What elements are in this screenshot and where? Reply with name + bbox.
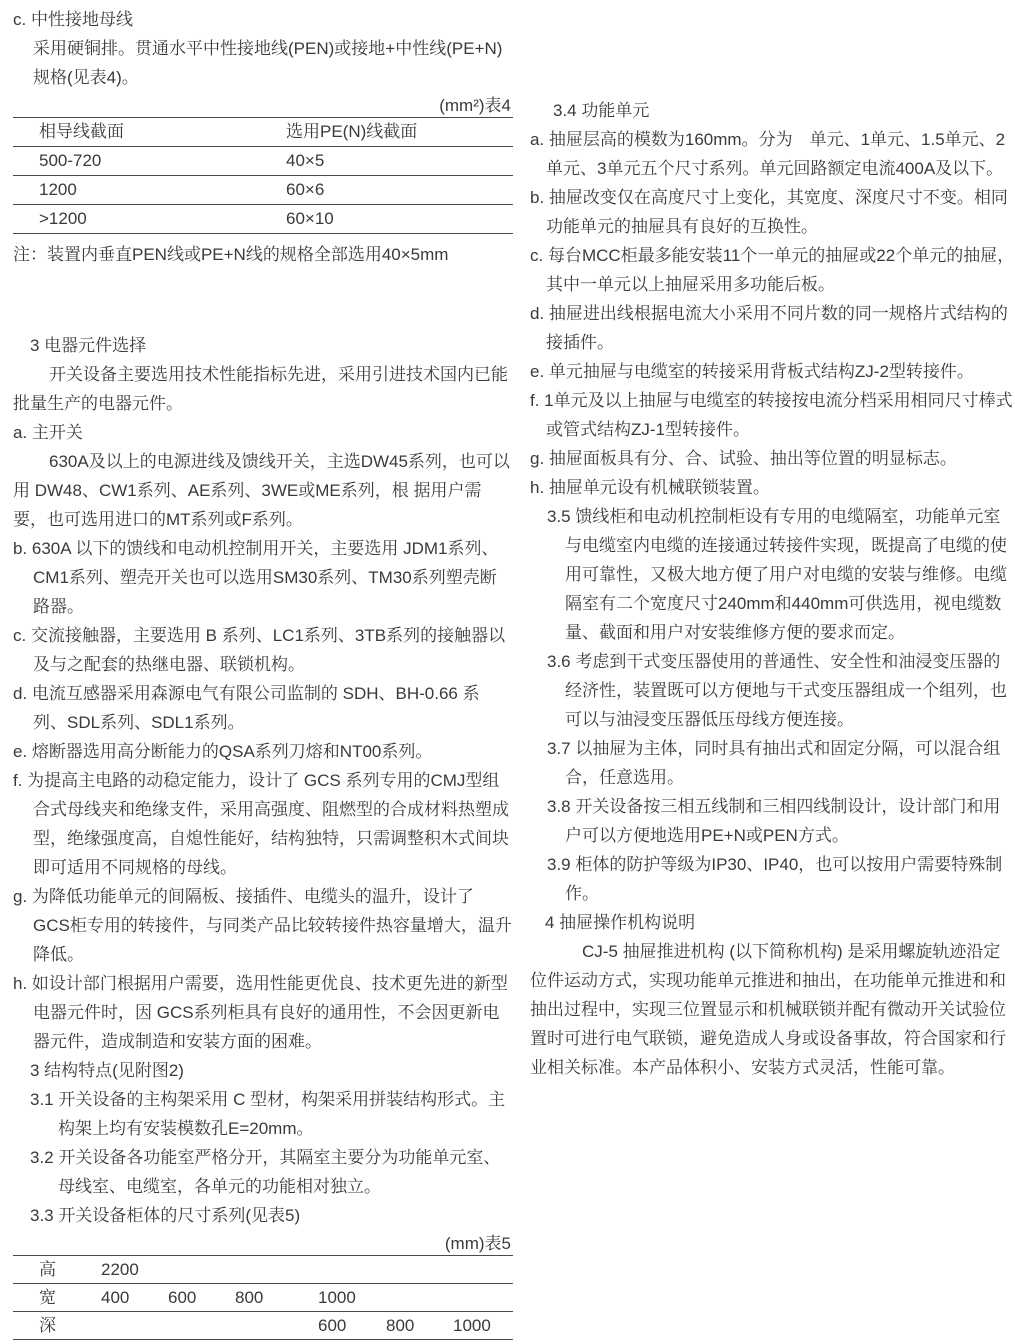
table5-cell (101, 1312, 168, 1339)
table5-cell (168, 1312, 235, 1339)
table4-row (13, 175, 513, 204)
clause-3-2: 3.2 开关设备各功能室严格分开，其隔室主要分为功能单元室、母线室、电缆室，各单元的功能相对独立。 (30, 1148, 501, 1196)
table5-cell (386, 1256, 453, 1283)
table4-header-pen: 选用PE(N)线截面 (286, 122, 418, 141)
paragraph: 开关设备主要选用技术性能指标先进，采用引进技术国内已能批量生产的电器元件。 (13, 365, 508, 413)
item-g-panel-marks: g. 抽屉面板具有分、合、试验、抽出等位置的明显标志。 (530, 449, 957, 468)
clause-3-3: 3.3 开关设备柜体的尺寸系列(见表5) (30, 1206, 301, 1225)
left-column (13, 0, 513, 1340)
right-column (530, 0, 1015, 1082)
table4-header-row (13, 118, 513, 146)
item-a-main-switch: a. 主开关 (13, 423, 83, 442)
item-c-body: 采用硬铜排。贯通水平中性接地线(PEN)或接地+中性线(PE+N)规格(见表4)。 (33, 39, 503, 87)
item-c-neutral-busbar: c. 中性接地母线 (13, 10, 133, 29)
item-d: d. 电流互感器采用森源电气有限公司监制的 SDH、BH-0.66 系列、SDL系列、SDL1系列。 (13, 684, 480, 732)
table4-cell: >1200 (39, 209, 87, 228)
table5-cell: 1000 (318, 1288, 356, 1307)
table5-cell (235, 1312, 318, 1339)
section-3-4-functional-unit: 3.4 功能单元 (553, 101, 650, 120)
item-f: f. 为提高主电路的动稳定能力，设计了 GCS 系列专用的CMJ型组合式母线夹和绝缘支件，采用高强度、阻燃型的合成材料热塑成型，绝缘强度高，自熄性能好，结构独特，只需调整积木式间块即可适用不同规格的母线。 (13, 771, 509, 877)
table5-row-label: 宽 (39, 1288, 56, 1307)
table4 (13, 117, 513, 234)
clause-3-7: 3.7 以抽屉为主体，同时具有抽出式和固定分隔，可以混合组合，任意选用。 (547, 739, 1001, 787)
table5-row-depth (13, 1311, 513, 1339)
table5-row-label: 高 (39, 1260, 56, 1279)
item-e-zj2-adapter: e. 单元抽屉与电缆室的转接采用背板式结构ZJ-2型转接件。 (530, 362, 974, 381)
section-4-drawer-mechanism: 4 抽屉操作机构说明 (545, 913, 696, 932)
item-g: g. 为降低功能单元的间隔板、接插件、电缆头的温升，设计了 GCS柜专用的转接件，与同类产品比较转接件热容量增大，温升降低。 (13, 887, 512, 964)
table5-cell (168, 1256, 235, 1283)
table5-cell: 1000 (453, 1316, 491, 1335)
clause-3-9: 3.9 柜体的防护等级为IP30、IP40，也可以按用户需要特殊制作。 (547, 855, 1003, 903)
clause-3-1: 3.1 开关设备的主构架采用 C 型材，构架采用拼装结构形式。主构架上均有安装模数孔E=20mm。 (30, 1090, 506, 1138)
table5-caption: (mm)表5 (444, 1234, 511, 1253)
table5-cell (386, 1284, 453, 1311)
item-a-drawer-module: a. 抽屉层高的模数为160mm。分为 单元、1单元、1.5单元、2单元、3单元五个尺寸系列。单元回路额定电流400A及以下。 (530, 130, 1006, 178)
table4-caption: (mm²)表4 (439, 96, 511, 115)
table5-cell (453, 1256, 513, 1283)
table4-row (13, 146, 513, 175)
table5 (13, 1255, 513, 1340)
table4-cell: 1200 (39, 180, 77, 199)
item-d-connectors: d. 抽屉进出线根据电流大小采用不同片数的同一规格片式结构的接插件。 (530, 304, 1008, 352)
item-f-zj1-adapter: f. 1单元及以上抽屉与电缆室的转接按电流分档采用相同尺寸棒式或管式结构ZJ-1型转接件。 (530, 391, 1013, 439)
table4-header-phase: 相导线截面 (39, 122, 124, 141)
item-b-drawer-size: b. 抽屉改变仅在高度尺寸上变化，其宽度、深度尺寸不变。相同功能单元的抽屉具有良好的互换性。 (530, 188, 1008, 236)
table5-cell: 600 (318, 1316, 347, 1335)
item-c-contactor: c. 交流接触器，主要选用 B 系列、LC1系列、3TB系列的接触器以及与之配套的热继电器、联锁机构。 (13, 626, 506, 674)
item-h-interlock: h. 抽屉单元设有机械联锁装置。 (530, 478, 770, 497)
table4-cell: 60×6 (286, 180, 325, 199)
table5-cell: 400 (101, 1288, 130, 1307)
item-c-mcc-capacity: c. 每台MCC柜最多能安装11个一单元的抽屉或22个单元的抽屉，其中一单元以上抽屉采用多功能后板。 (530, 246, 1015, 294)
table5-cell (453, 1284, 513, 1311)
table5-cell: 600 (168, 1288, 197, 1307)
item-b: b. 630A 以下的馈线和电动机控制用开关，主要选用 JDM1系列、CM1系列、塑壳开关也可以选用SM30系列、TM30系列塑壳断路器。 (13, 539, 499, 616)
item-e: e. 熔断器选用高分断能力的QSA系列刀熔和NT00系列。 (13, 742, 433, 761)
paragraph-cj5: CJ-5 抽屉推进机构 (以下简称机构) 是采用螺旋轨迹沿定位件运动方式，实现功能单元推进和抽出，在功能单元推进和和抽出过程中，实现三位置显示和机械联锁并配有微动开关试验位置时可进行电气联锁，避免造成人身或设备事故，符合国家和行业相关标准。本产品体积小、安装方式灵活，性能可靠。 (530, 942, 1006, 1077)
table5-cell: 2200 (101, 1260, 139, 1279)
section-3-structure: 3 结构特点(见附图2) (30, 1061, 184, 1080)
table5-row-width (13, 1283, 513, 1311)
paragraph: 630A及以上的电源进线及馈线开关，主选DW45系列，也可以用 DW48、CW1系列、AE系列、3WE或ME系列，根 据用户需要，也可选用进口的MT系列或F系列。 (13, 452, 510, 529)
table5-cell: 800 (386, 1316, 415, 1335)
clause-3-8: 3.8 开关设备按三相五线制和三相四线制设计，设计部门和用户可以方便地选用PE+N或PEN方式。 (547, 797, 1001, 845)
table5-cell (235, 1256, 318, 1283)
clause-3-5: 3.5 馈线柜和电动机控制柜设有专用的电缆隔室，功能单元室与电缆室内电缆的连接通过转接件实现，既提高了电缆的使用可靠性，又极大地方便了用户对电缆的安装与维修。电缆隔室有二个宽度尺寸240mm和440mm可供选用，视电缆数量、截面和用户对安装维修方便的要求而定。 (547, 507, 1007, 642)
table4-row (13, 204, 513, 233)
table5-row-height (13, 1256, 513, 1283)
table5-cell (318, 1256, 386, 1283)
clause-3-6: 3.6 考虑到干式变压器使用的普通性、安全性和油浸变压器的经济性，装置既可以方便地与干式变压器组成一个组列，也可以与油浸变压器低压母线方便连接。 (547, 652, 1007, 729)
section-3-components: 3 电器元件选择 (30, 336, 147, 355)
item-h: h. 如设计部门根据用户需要，选用性能更优良、技术更先进的新型电器元件时，因 GCS系列柜具有良好的通用性，不会因更新电器元件，造成制造和安装方面的困难。 (13, 974, 508, 1051)
table5-cell: 800 (235, 1288, 264, 1307)
table4-cell: 40×5 (286, 151, 325, 170)
table4-cell: 60×10 (286, 209, 334, 228)
table4-cell: 500-720 (39, 151, 102, 170)
table4-note: 注：装置内垂直PEN线或PE+N线的规格全部选用40×5mm (13, 245, 449, 264)
table5-row-label: 深 (39, 1316, 56, 1335)
